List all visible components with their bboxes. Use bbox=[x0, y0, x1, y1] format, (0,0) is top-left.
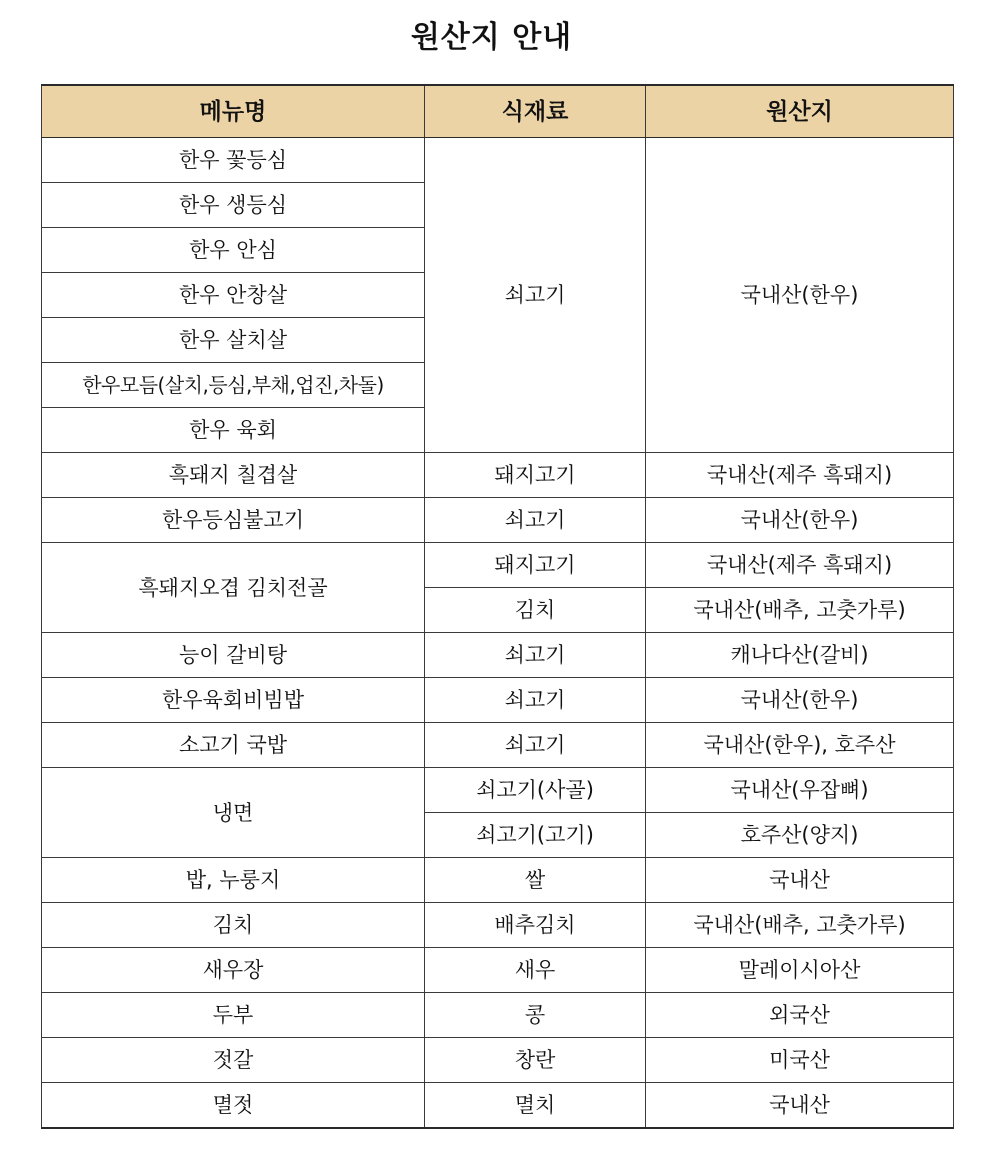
menu-cell: 흑돼지오겹 김치전골 bbox=[42, 543, 425, 633]
origin-cell: 캐나다산(갈비) bbox=[646, 633, 954, 678]
table-row bbox=[42, 948, 954, 993]
table-row bbox=[42, 903, 954, 948]
origin-cell: 국내산 bbox=[646, 1083, 954, 1129]
table-row bbox=[42, 1038, 954, 1083]
ingredient-cell: 창란 bbox=[425, 1038, 646, 1083]
origin-cell: 국내산(한우), 호주산 bbox=[646, 723, 954, 768]
menu-cell: 냉면 bbox=[42, 768, 425, 858]
ingredient-cell: 돼지고기 bbox=[425, 543, 646, 588]
ingredient-cell: 멸치 bbox=[425, 1083, 646, 1129]
origin-cell: 국내산(제주 흑돼지) bbox=[646, 543, 954, 588]
ingredient-cell: 쇠고기 bbox=[425, 138, 646, 453]
menu-cell: 김치 bbox=[42, 903, 425, 948]
ingredient-cell: 쇠고기 bbox=[425, 498, 646, 543]
header-menu: 메뉴명 bbox=[42, 85, 425, 138]
menu-cell: 능이 갈비탕 bbox=[42, 633, 425, 678]
menu-cell: 한우 육회 bbox=[42, 408, 425, 453]
table-row bbox=[42, 993, 954, 1038]
origin-cell: 국내산(제주 흑돼지) bbox=[646, 453, 954, 498]
menu-cell: 한우 생등심 bbox=[42, 183, 425, 228]
origin-cell: 말레이시아산 bbox=[646, 948, 954, 993]
origin-cell: 국내산(우잡뼈) bbox=[646, 768, 954, 813]
ingredient-cell: 쇠고기(고기) bbox=[425, 813, 646, 858]
origin-cell: 국내산(한우) bbox=[646, 678, 954, 723]
table-row bbox=[42, 453, 954, 498]
menu-cell: 한우등심불고기 bbox=[42, 498, 425, 543]
menu-cell: 젓갈 bbox=[42, 1038, 425, 1083]
origin-cell: 국내산(배추, 고춧가루) bbox=[646, 588, 954, 633]
table-row bbox=[42, 498, 954, 543]
origin-cell: 국내산(배추, 고춧가루) bbox=[646, 903, 954, 948]
ingredient-cell: 돼지고기 bbox=[425, 453, 646, 498]
origin-cell: 미국산 bbox=[646, 1038, 954, 1083]
ingredient-cell: 쇠고기 bbox=[425, 633, 646, 678]
menu-cell: 한우 안심 bbox=[42, 228, 425, 273]
header-ingredient: 식재료 bbox=[425, 85, 646, 138]
menu-cell: 두부 bbox=[42, 993, 425, 1038]
ingredient-cell: 쇠고기 bbox=[425, 678, 646, 723]
menu-cell: 흑돼지 칠겹살 bbox=[42, 453, 425, 498]
header-origin: 원산지 bbox=[646, 85, 954, 138]
table-row bbox=[42, 723, 954, 768]
origin-cell: 국내산(한우) bbox=[646, 498, 954, 543]
menu-cell: 새우장 bbox=[42, 948, 425, 993]
menu-cell: 멸젓 bbox=[42, 1083, 425, 1129]
table-row bbox=[42, 858, 954, 903]
origin-table bbox=[41, 84, 954, 1129]
table-row bbox=[42, 543, 954, 588]
ingredient-cell: 새우 bbox=[425, 948, 646, 993]
table-row bbox=[42, 138, 954, 183]
menu-cell: 한우 꽃등심 bbox=[42, 138, 425, 183]
table-row bbox=[42, 1083, 954, 1129]
menu-cell: 밥, 누룽지 bbox=[42, 858, 425, 903]
menu-cell: 소고기 국밥 bbox=[42, 723, 425, 768]
ingredient-cell: 쇠고기(사골) bbox=[425, 768, 646, 813]
origin-cell: 외국산 bbox=[646, 993, 954, 1038]
ingredient-cell: 쇠고기 bbox=[425, 723, 646, 768]
table-row bbox=[42, 678, 954, 723]
table-row bbox=[42, 768, 954, 813]
menu-cell: 한우 살치살 bbox=[42, 318, 425, 363]
origin-cell: 국내산(한우) bbox=[646, 138, 954, 453]
menu-cell: 한우 안창살 bbox=[42, 273, 425, 318]
origin-cell: 호주산(양지) bbox=[646, 813, 954, 858]
ingredient-cell: 김치 bbox=[425, 588, 646, 633]
table-row bbox=[42, 633, 954, 678]
ingredient-cell: 배추김치 bbox=[425, 903, 646, 948]
page-title: 원산지 안내 bbox=[410, 20, 573, 55]
origin-cell: 국내산 bbox=[646, 858, 954, 903]
ingredient-cell: 콩 bbox=[425, 993, 646, 1038]
menu-cell: 한우모듬(살치,등심,부채,업진,차돌) bbox=[42, 363, 425, 408]
ingredient-cell: 쌀 bbox=[425, 858, 646, 903]
table-header-row bbox=[42, 85, 954, 138]
menu-cell: 한우육회비빔밥 bbox=[42, 678, 425, 723]
